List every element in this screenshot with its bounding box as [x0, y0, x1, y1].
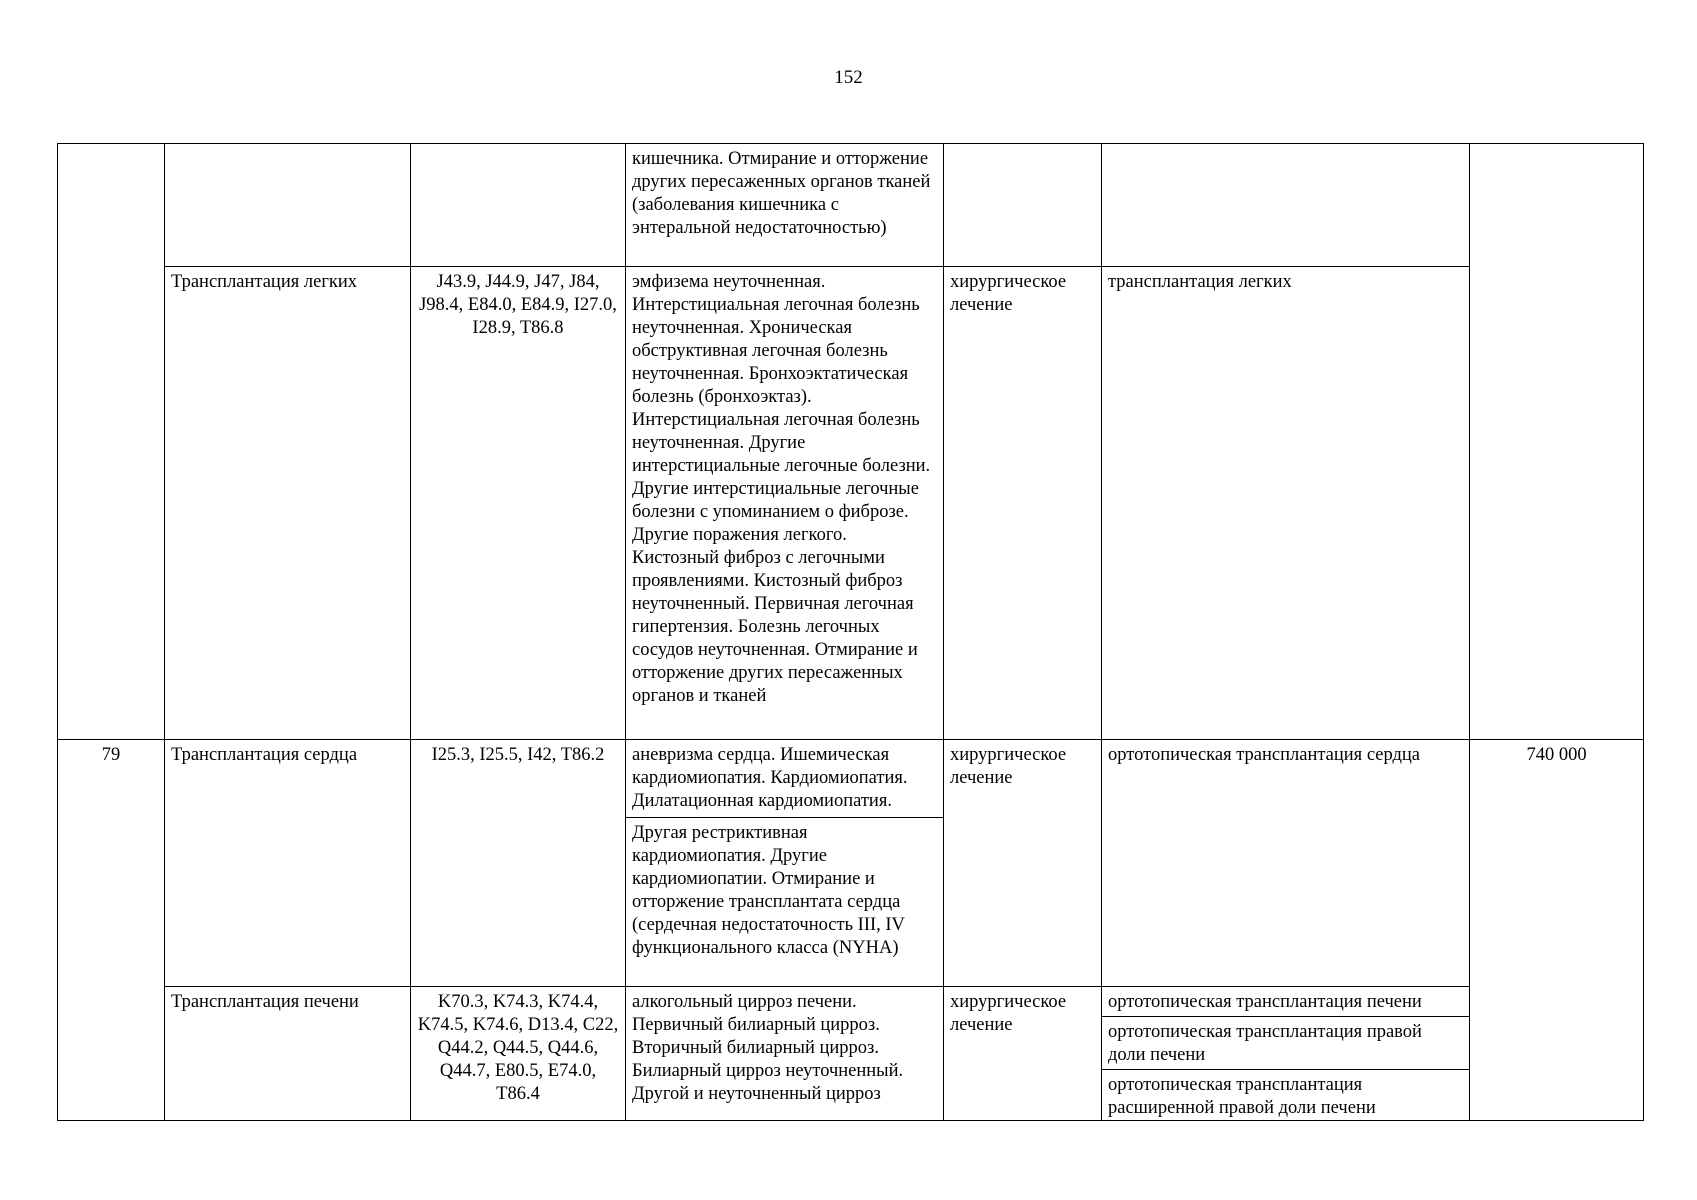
- page-number: 152: [834, 67, 863, 88]
- method-cell: ортотопическая трансплантация расширенной правой доли печени: [1102, 1070, 1470, 1121]
- table-row: [58, 740, 1644, 818]
- procedure-name-cell: Трансплантация легких: [165, 267, 411, 740]
- row-number-cell: 79: [58, 740, 165, 1121]
- tariff-cell: 740 000: [1470, 740, 1644, 1121]
- procedures-table: [57, 143, 1644, 1121]
- table-row: [58, 987, 1644, 1017]
- table-row: [58, 144, 1644, 267]
- diagnosis-cell: Другая рестриктивная кардиомиопатия. Другие кардиомиопатии. Отмирание и отторжение трансплантата сердца (сердечная недостаточность III, IV функционального класса (NYHA): [626, 818, 944, 987]
- table-row: [58, 267, 1644, 740]
- treatment-type-cell: хирургическое лечение: [944, 267, 1102, 740]
- icd-codes-cell: J43.9, J44.9, J47, J84, J98.4, E84.0, E84.9, I27.0, I28.9, T86.8: [411, 267, 626, 740]
- diagnosis-cell: эмфизема неуточненная. Интерстициальная легочная болезнь неуточненная. Хроническая обструктивная легочная болезнь неуточненная. Бронхоэктатическая болезнь (бронхоэктаз). Интерстициальная легочная болезнь неуточненная. Другие интерстициальные легочные болезни. Другие интерстициальные легочные болезни с упоминанием о фиброзе. Другие поражения легкого. Кистозный фиброз с легочными проявлениями. Кистозный фиброз неуточненный. Первичная легочная гипертензия. Болезнь легочных сосудов неуточненная. Отмирание и отторжение других пересаженных органов и тканей: [626, 267, 944, 740]
- method-cell: ортотопическая трансплантация печени: [1102, 987, 1470, 1017]
- icd-codes-cell: K70.3, K74.3, K74.4, K74.5, K74.6, D13.4, C22, Q44.2, Q44.5, Q44.6, Q44.7, E80.5, E74.0, T86.4: [411, 987, 626, 1121]
- treatment-cell-empty: [944, 144, 1102, 267]
- codes-cell-empty: [411, 144, 626, 267]
- diagnosis-cell: аневризма сердца. Ишемическая кардиомиопатия. Кардиомиопатия. Дилатационная кардиомиопатия.: [626, 740, 944, 818]
- diagnosis-cell: кишечника. Отмирание и отторжение других пересаженных органов тканей (заболевания кишечника с энтеральной недостаточностью): [626, 144, 944, 267]
- number-cell-empty: [58, 144, 165, 740]
- method-cell: ортотопическая трансплантация правой доли печени: [1102, 1017, 1470, 1070]
- treatment-type-cell: хирургическое лечение: [944, 740, 1102, 987]
- treatment-type-cell: хирургическое лечение: [944, 987, 1102, 1121]
- procedure-name-cell: Трансплантация печени: [165, 987, 411, 1121]
- icd-codes-cell: I25.3, I25.5, I42, T86.2: [411, 740, 626, 987]
- method-cell: ортотопическая трансплантация сердца: [1102, 740, 1470, 987]
- diagnosis-cell: алкогольный цирроз печени. Первичный билиарный цирроз. Вторичный билиарный цирроз. Билиарный цирроз неуточненный. Другой и неуточненный цирроз: [626, 987, 944, 1121]
- tariff-cell-empty: [1470, 144, 1644, 740]
- method-cell-empty: [1102, 144, 1470, 267]
- name-cell-empty: [165, 144, 411, 267]
- method-cell: трансплантация легких: [1102, 267, 1470, 740]
- procedure-name-cell: Трансплантация сердца: [165, 740, 411, 987]
